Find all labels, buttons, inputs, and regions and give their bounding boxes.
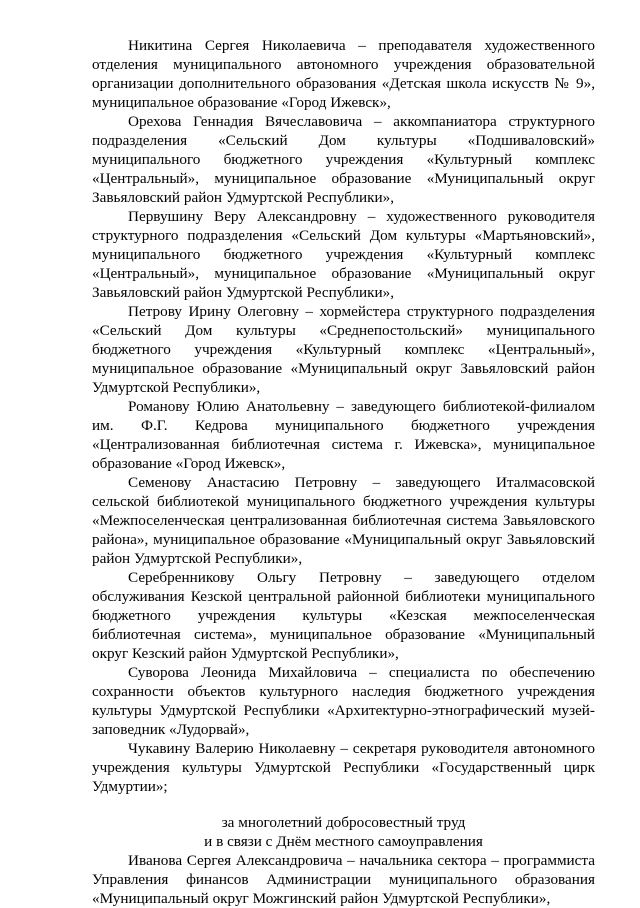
award-paragraph-nikitin: Никитина Сергея Николаевича – преподавателя художественного отделения муниципального автономного учреждения образовательной организации дополнительного образования «Детская школа искусств № 9», муниципальное образование «Город Ижевск», bbox=[92, 37, 595, 111]
document-page bbox=[92, 36, 595, 908]
award-paragraph-ivanov: Иванова Сергея Александровича – начальника сектора – программиста Управления финансов Администрации муниципального образования «Муниципальный округ Можгинский район Удмуртской Республики», bbox=[92, 852, 595, 907]
award-paragraph-chukavina: Чукавину Валерию Николаевну – секретаря руководителя автономного учреждения культуры Удмуртской Республики «Государственный цирк Удмуртии»; bbox=[92, 740, 595, 795]
award-paragraph-romanova: Романову Юлию Анатольевну – заведующего библиотекой-филиалом им. Ф.Г. Кедрова муниципального бюджетного учреждения «Централизованная библиотечная система г. Ижевска», муниципальное образование «Город Ижевск», bbox=[92, 398, 595, 472]
award-paragraph-orekhov: Орехова Геннадия Вячеславовича – аккомпаниатора структурного подразделения «Сельский Дом культуры «Подшиваловский» муниципального бюджетного учреждения «Культурный комплекс «Центральный», муниципальное образование «Муниципальный округ Завьяловский район Удмуртской Республики», bbox=[92, 113, 595, 206]
award-paragraph-suvorov: Суворова Леонида Михайловича – специалиста по обеспечению сохранности объектов культурного наследия бюджетного учреждения культуры Удмуртской Республики «Архитектурно-этнографический музей-заповедник «Лудорвай», bbox=[92, 664, 595, 738]
award-paragraph-serebrennikova: Серебренникову Ольгу Петровну – заведующего отделом обслуживания Кезской центральной районной библиотеки муниципального бюджетного учреждения культуры «Кезская межпоселенческая библиотечная система», муниципальное образование «Муниципальный округ Кезский район Удмуртской Республики», bbox=[92, 569, 595, 662]
section-spacer bbox=[92, 796, 595, 813]
section-heading-line-2: и в связи с Днём местного самоуправления bbox=[204, 833, 483, 850]
section-heading-line-1: за многолетний добросовестный труд bbox=[221, 814, 466, 831]
award-paragraph-petrova: Петрову Ирину Олеговну – хормейстера структурного подразделения «Сельский Дом культуры «Среднепостольский» муниципального бюджетного учреждения «Культурный комплекс «Центральный», муниципальное образование «Муниципальный округ Завьяловский район Удмуртской Республики», bbox=[92, 303, 595, 396]
award-paragraph-semenova: Семенову Анастасию Петровну – заведующего Италмасовской сельской библиотекой муниципального бюджетного учреждения культуры «Межпоселенческая централизованная библиотечная система Завьяловского района», муниципальное образование «Муниципальный округ Завьяловский район Удмуртской Республики», bbox=[92, 474, 595, 567]
award-paragraph-pervushina: Первушину Веру Александровну – художественного руководителя структурного подразделения «Сельский Дом культуры «Мартьяновский», муниципального бюджетного учреждения «Культурный комплекс «Центральный», муниципальное образование «Муниципальный округ Завьяловский район Удмуртской Республики», bbox=[92, 208, 595, 301]
